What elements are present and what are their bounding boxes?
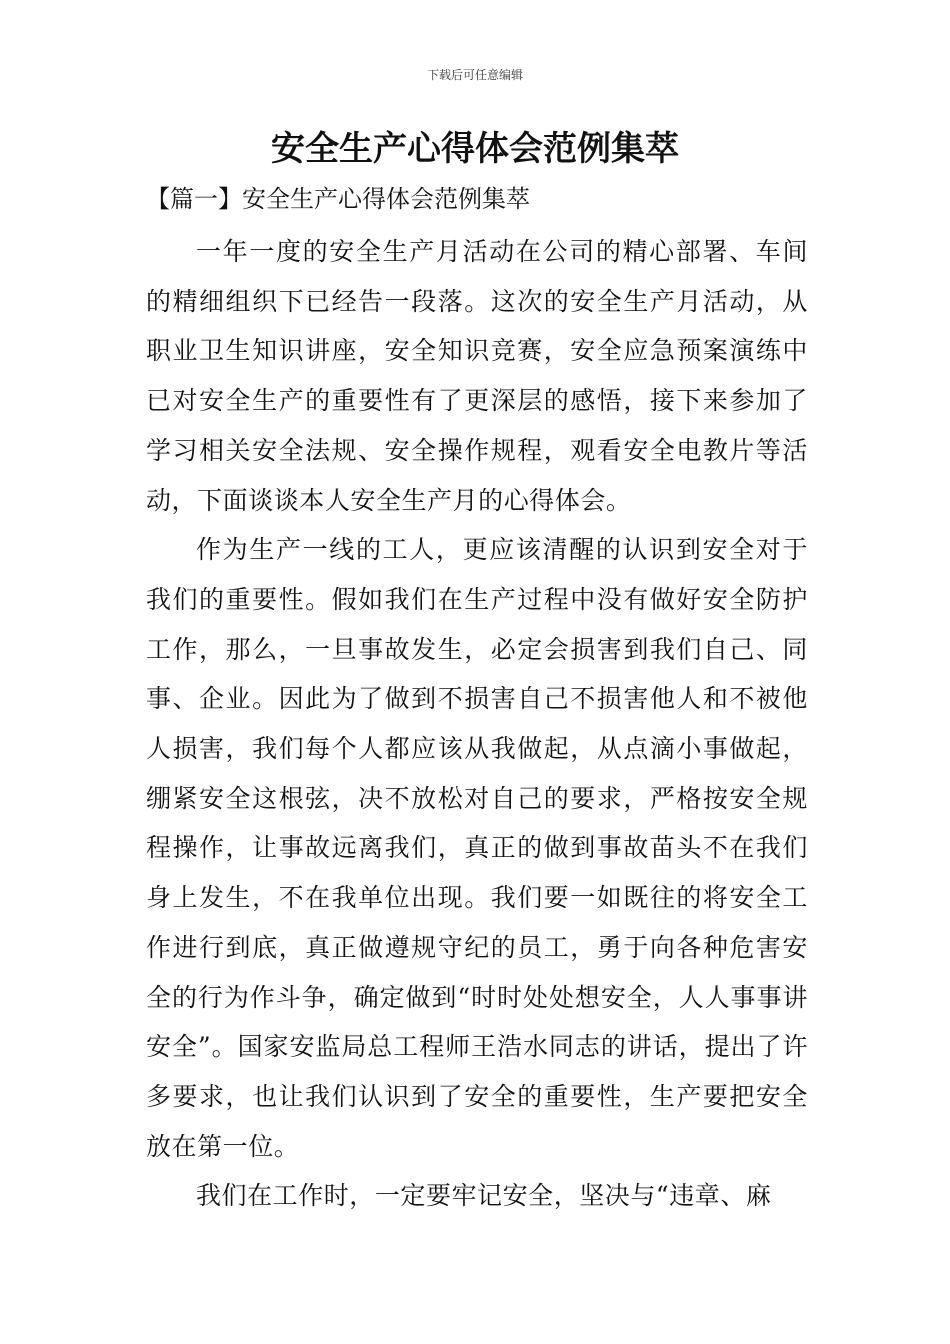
document-title: 安全生产心得体会范例集萃 — [271, 129, 679, 169]
paragraph: 我们在工作时，一定要牢记安全，坚决与“违章、麻 — [196, 1181, 772, 1211]
header-note: 下载后可任意编辑 — [426, 68, 523, 82]
section-heading: 【篇一】安全生产心得体会范例集萃 — [146, 185, 530, 213]
document-body — [146, 227, 808, 1221]
paragraph: 一年一度的安全生产月活动在公司的精心部署、车间的精细组织下已经告一段落。这次的安全生产月活动，从职业卫生知识讲座，安全知识竞赛，安全应急预案演练中已对安全生产的重要性有了更深层的感悟，接下来参加了学习相关安全法规、安全操作规程，观看安全电教片等活动，下面谈谈本人安全生产月的心得体会。 — [146, 237, 808, 515]
paragraph: 作为生产一线的工人，更应该清醒的认识到安全对于我们的重要性。假如我们在生产过程中没有做好安全防护工作，那么，一旦事故发生，必定会损害到我们自己、同事、企业。因此为了做到不损害自己不损害他人和不被他人损害，我们每个人都应该从我做起，从点滴小事做起，绷紧安全这根弦，决不放松对自己的要求，严格按安全规程操作，让事故远离我们，真正的做到事故苗头不在我们身上发生，不在我单位出现。我们要一如既往的将安全工作进行到底，真正做遵规守纪的员工，勇于向各种危害安全的行为作斗争，确定做到“时时处处想安全，人人事事讲安全”。国家安监局总工程师王浩水同志的讲话，提出了许多要求，也让我们认识到了安全的重要性，生产要把安全放在第一位。 — [146, 535, 808, 1161]
